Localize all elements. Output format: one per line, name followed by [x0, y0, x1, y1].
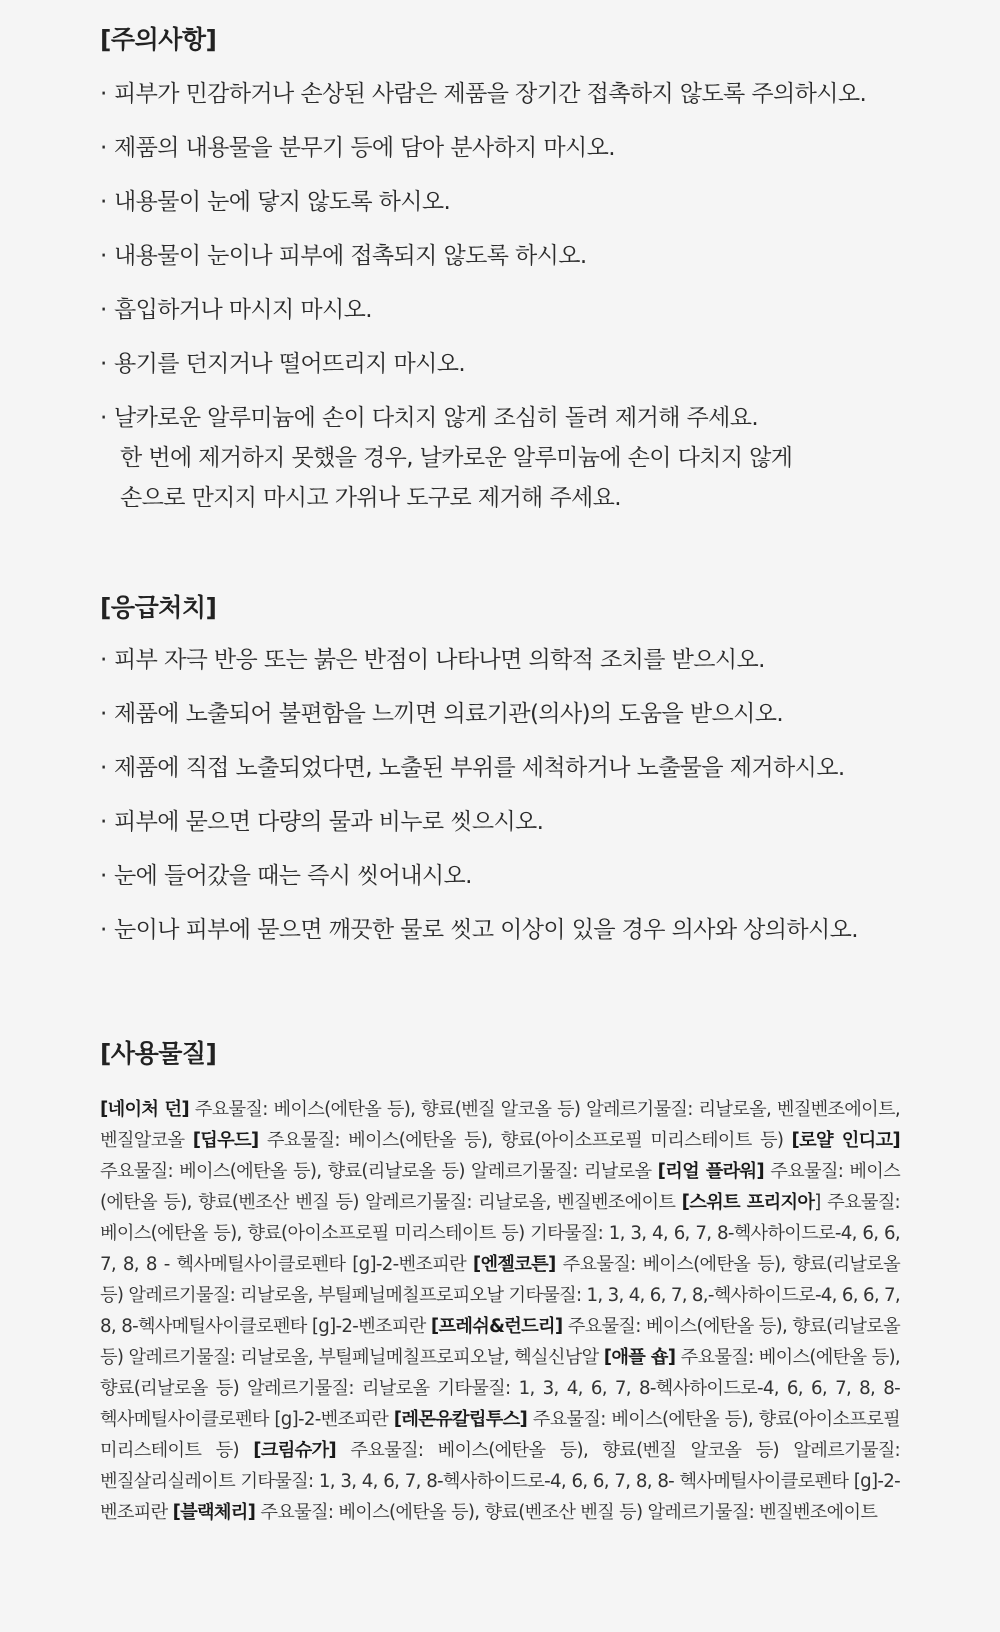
product-name: [엔젤코튼]	[472, 1254, 556, 1275]
product-ingredients: 주요물질: 베이스(에탄올 등), 향료(아이소프로필 미리스테이트 등)	[100, 1409, 900, 1461]
first-aid-section	[100, 590, 940, 950]
product-ingredients: 주요물질: 베이스(에탄올 등), 향료(아이소프로필 미리스테이트 등)	[258, 1130, 792, 1151]
product-name: [네이처 던]	[100, 1099, 190, 1120]
ingredients-section	[100, 1036, 900, 1528]
caution-item: · 내용물이 눈에 닿지 않도록 하시오.	[100, 182, 940, 222]
product-ingredients: 주요물질: 베이스(에탄올 등), 향료(벤질 알코올 등) 알레르기물질: 벤질살리실레이트 기타물질: 1, 3, 4, 6, 7, 8-헥사하이드로-4, 6, 6, 7, 8, 8- 헥사메틸사이클로펜타 [g]-2-벤조피란	[100, 1440, 900, 1523]
product-name: [레몬유칼립투스]	[393, 1409, 528, 1430]
product-name: [블랙체리]	[172, 1502, 256, 1523]
caution-item: · 흡입하거나 마시지 마시오.	[100, 290, 940, 330]
product-name: [딥우드]	[192, 1130, 259, 1151]
product-ingredients: ] 주요물질: 베이스(에탄올 등), 향료(아이소프로필 미리스테이트 등) 기타물질: 1, 3, 4, 6, 7, 8-헥사하이드로-4, 6, 6, 7, 8, 8 - 헥사메틸사이클로펜타 [g]-2-벤조피란	[100, 1192, 900, 1275]
product-name: [스위트 프리지아	[681, 1192, 815, 1213]
product-name: [프레쉬&런드리]	[430, 1316, 563, 1337]
first-aid-item: · 피부 자극 반응 또는 붉은 반점이 나타나면 의학적 조치를 받으시오.	[100, 640, 940, 680]
product-ingredients: 주요물질: 베이스(에탄올 등), 향료(리날로올 등) 알레르기물질: 리날로올, 부틸페닐메칠프로피오날 기타물질: 1, 3, 4, 6, 7, 8,-헥사하이드로-4, 6, 6, 7, 8, 8-헥사메틸사이클로펜타 [g]-2-벤조피란	[100, 1254, 901, 1337]
product-name: [로얄 인디고]	[791, 1130, 900, 1151]
ingredients-title: [사용물질]	[100, 1039, 217, 1068]
caution-title: [주의사항]	[100, 25, 217, 54]
product-name: [리얼 플라워]	[657, 1161, 764, 1182]
first-aid-list	[100, 640, 940, 950]
product-name: [애플 숍]	[603, 1347, 676, 1368]
first-aid-title: [응급처치]	[100, 593, 217, 622]
product-ingredients: 주요물질: 베이스(에탄올 등), 향료(리날로올 등) 알레르기물질: 리날로올, 부틸페닐메칠프로피오날, 헥실신남알	[100, 1316, 900, 1368]
first-aid-item: · 눈에 들어갔을 때는 즉시 씻어내시오.	[100, 856, 940, 896]
product-name: [크림슈가]	[253, 1440, 336, 1461]
caution-item: · 피부가 민감하거나 손상된 사람은 제품을 장기간 접촉하지 않도록 주의하시오.	[100, 74, 940, 114]
caution-section	[100, 22, 940, 518]
product-ingredients: 주요물질: 베이스(에탄올 등), 향료(벤조산 벤질 등) 알레르기물질: 리날로올, 벤질벤조에이트	[100, 1161, 900, 1213]
first-aid-item: · 제품에 직접 노출되었다면, 노출된 부위를 세척하거나 노출물을 제거하시오.	[100, 748, 940, 788]
caution-item-aluminum	[100, 398, 940, 518]
product-ingredients: 주요물질: 베이스(에탄올 등), 향료(벤조산 벤질 등) 알레르기물질: 벤질벤조에이트	[255, 1502, 878, 1523]
caution-aluminum-line2: 한 번에 제거하지 못했을 경우, 날카로운 알루미늄에 손이 다치지 않게	[120, 445, 793, 471]
caution-item: · 제품의 내용물을 분무기 등에 담아 분사하지 마시오.	[100, 128, 940, 168]
first-aid-item: · 눈이나 피부에 묻으면 깨끗한 물로 씻고 이상이 있을 경우 의사와 상의하시오.	[100, 910, 940, 950]
first-aid-item: · 피부에 묻으면 다량의 물과 비누로 씻으시오.	[100, 802, 940, 842]
caution-aluminum-line3: 손으로 만지지 마시고 가위나 도구로 제거해 주세요.	[120, 485, 621, 511]
caution-item: · 용기를 던지거나 떨어뜨리지 마시오.	[100, 344, 940, 384]
ingredients-paragraph	[100, 1094, 900, 1528]
caution-item: · 내용물이 눈이나 피부에 접촉되지 않도록 하시오.	[100, 236, 940, 276]
product-ingredients: 주요물질: 베이스(에탄올 등), 향료(벤질 알코올 등) 알레르기물질: 리날로올, 벤질벤조에이트, 벤질알코올	[100, 1099, 900, 1151]
first-aid-item: · 제품에 노출되어 불편함을 느끼면 의료기관(의사)의 도움을 받으시오.	[100, 694, 940, 734]
caution-aluminum-line1: 날카로운 알루미늄에 손이 다치지 않게 조심히 돌려 제거해 주세요.	[114, 405, 759, 431]
product-ingredients: 주요물질: 베이스(에탄올 등), 향료(리날로올 등) 알레르기물질: 리날로올 기타물질: 1, 3, 4, 6, 7, 8-헥사하이드로-4, 6, 6, 7, 8, 8-헥사메틸사이클로펜타 [g]-2-벤조피란	[100, 1347, 900, 1430]
product-ingredients: 주요물질: 베이스(에탄올 등), 향료(리날로올 등) 알레르기물질: 리날로올	[100, 1161, 658, 1182]
caution-list	[100, 74, 940, 518]
